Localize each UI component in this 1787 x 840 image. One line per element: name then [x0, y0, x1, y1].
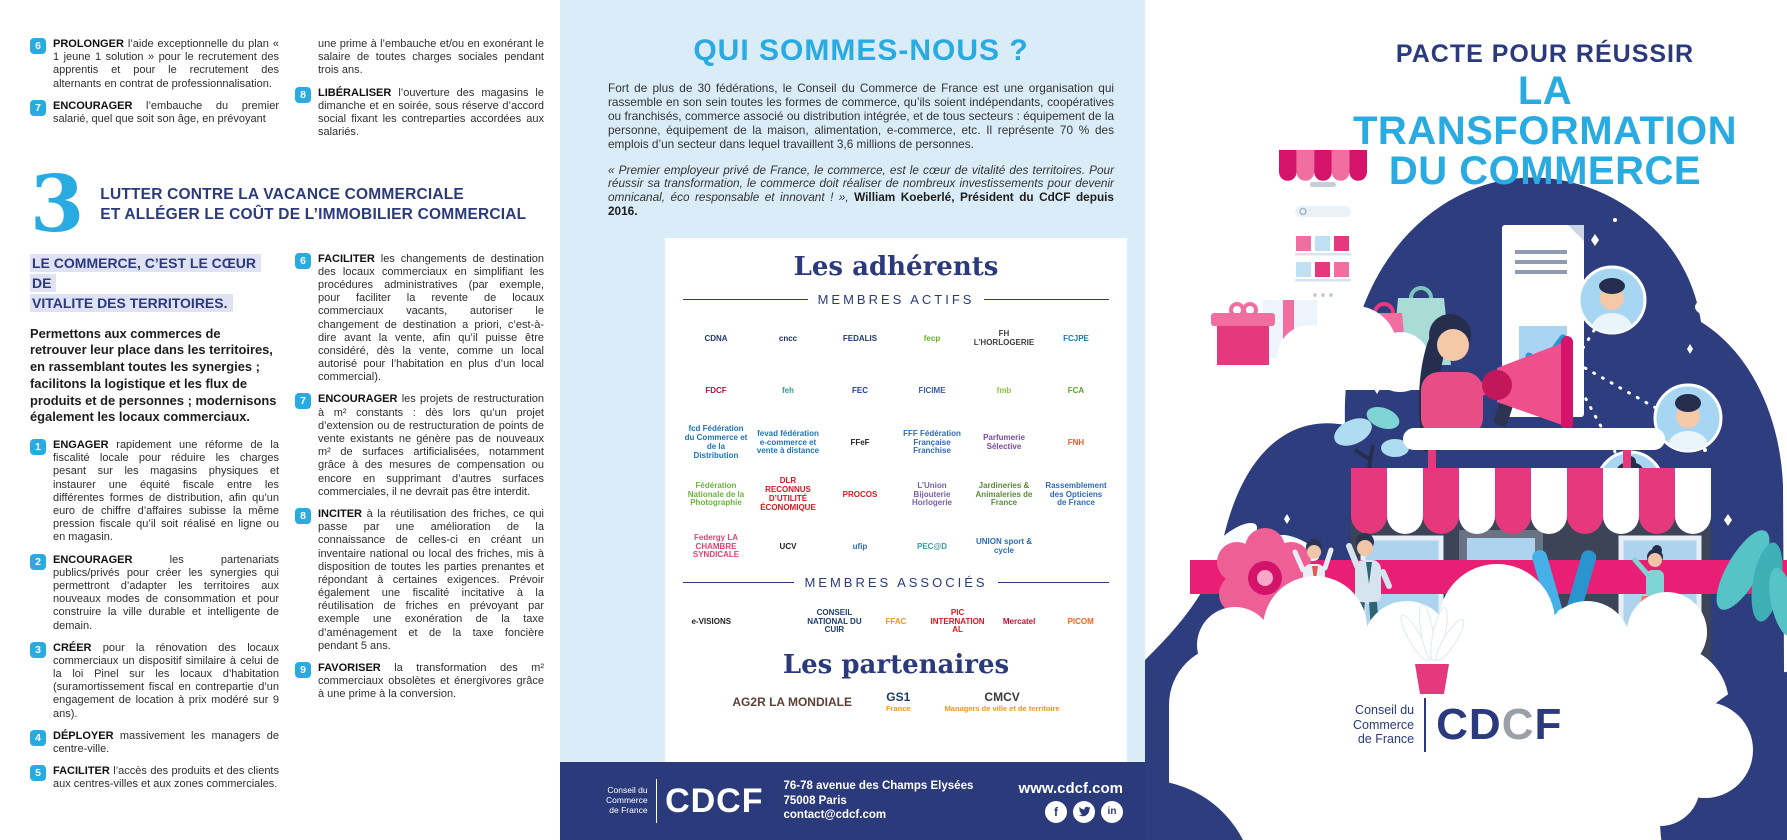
member-logo: PIC INTERNATIONAL: [930, 607, 985, 635]
left-top-col1: [30, 38, 279, 148]
list-item: 8 INCITER à la réutilisation des friches, ce qui passe par une amélioration de la connaissance de celles-ci en créant un inventaire national ou local des friches, mis à disposition de toutes les parties prenantes et répondant à certaines exigences. Prévoir également une fiscalité incitative à la réutilisation de friches en prévoyant par exemple une exonération de la taxe d’aménagement et de la taxe foncière pendant 5 ans.: [295, 508, 544, 653]
member-logo: e-VISIONS: [691, 616, 732, 626]
list-item: 1 ENGAGER rapidement une réforme de la fiscalité locale pour réduire les charges pesant sur les magasins physiques et instaurer une équité fiscale entre les différentes formes de distribution, afin qu’un euro de chiffre d’affaires subisse la même pression fiscale qu’il soit réalisé en ligne ou en magasin.: [30, 439, 279, 545]
member-logo: FFAC: [885, 616, 907, 626]
partner-logo: CMCV Managers de ville et de territoire: [944, 690, 1060, 713]
item-number-badge: 1: [30, 439, 46, 455]
list-item: 5 FACILITER l’accès des produits et des clients aux centres-villes et aux zones commerciales.: [30, 765, 279, 791]
member-logo: fecp: [923, 333, 941, 343]
item-number-badge: 8: [295, 87, 311, 103]
who-are-we-title: QUI SOMMES-NOUS ?: [693, 34, 1029, 67]
cover-title: PACTE POUR RÉUSSIR LA TRANSFORMATION DU COMMERCE: [1325, 40, 1765, 191]
member-logo: FFF Fédération Française Franchise: [903, 428, 961, 456]
member-logo: FICIME: [918, 385, 946, 395]
left-top-col2: [295, 38, 544, 148]
member-logo: Jardineries & Animaleries de France: [975, 480, 1033, 508]
logo-divider: [656, 779, 658, 823]
cdcf-logo-wordmark: Conseil du Commerce de France: [1353, 703, 1415, 747]
member-logo: FCJPE: [1063, 333, 1089, 343]
partners-title: Les partenaires: [782, 650, 1010, 680]
member-logo: L’Union Bijouterie Horlogerie: [911, 480, 952, 508]
section-3-col1: [30, 253, 279, 801]
member-logo: FFeF: [850, 437, 870, 447]
member-logo: FEDALIS: [842, 333, 878, 343]
item-7-continuation: une prime à l’embauche et/ou en exonérant le salaire de toutes charges sociales pendant trois ans.: [318, 38, 544, 77]
cover-kicker: PACTE POUR RÉUSSIR: [1395, 40, 1695, 68]
item-number-badge: 2: [30, 554, 46, 570]
membres-associes-divider: MEMBRES ASSOCIÉS: [683, 575, 1109, 590]
item-number-badge: 8: [295, 508, 311, 524]
member-logo: UNION sport & cycle: [976, 537, 1032, 555]
right-panel: [1145, 0, 1787, 840]
cdcf-logo-cover: [1353, 698, 1562, 752]
member-logo: fmb: [996, 385, 1012, 395]
member-logo: FCA: [1067, 385, 1085, 395]
member-logo: Rassemblement des Opticiens de France: [1045, 480, 1107, 508]
twitter-icon[interactable]: [1073, 801, 1095, 823]
member-logo: FEC: [852, 385, 868, 395]
who-are-we-paragraph: Fort de plus de 30 fédérations, le Conseil du Commerce de France est une organisation qui rassemble en son sein toutes les formes de commerce, qu’ils soient indépendants, coopératives ou franchisés, commerce associé ou distribution intégrée, et de tous secteurs : équipement de la personne, équipement de la maison, alimentation, e-commerce, etc. Il représente 70 % des emplois d’un secteur dans lequel travaillent 3,6 millions de personnes.: [608, 81, 1114, 151]
item-number-badge: 3: [30, 642, 46, 658]
item-number-badge: 6: [30, 38, 46, 54]
member-logo: DLR RECONNUS D’UTILITÉ ÉCONOMIQUE: [760, 476, 816, 512]
cdcf-logo-footer: Conseil du Commerce de France CDCF: [606, 779, 764, 823]
list-item: 9 FAVORISER la transformation des m² commerciaux obsolètes et énergivores grâce à une prime à la conversion.: [295, 662, 544, 702]
list-item: 7 ENCOURAGER l’embauche du premier salarié, quel que soit son âge, en prévoyant: [30, 100, 279, 126]
member-logo: PICOM: [1067, 616, 1094, 626]
list-item: 8 LIBÉRALISER l’ouverture des magasins le dimanche et en soirée, sous réserve d’accord social fixant les contreparties accordées aux salariés.: [295, 87, 544, 140]
item-number-badge: 9: [295, 662, 311, 678]
member-logo: Fédération Nationale de la Photographie: [687, 480, 745, 508]
partner-logo: AG2R LA MONDIALE: [732, 694, 852, 709]
member-logo: Mercatel: [1002, 616, 1036, 626]
member-logo: fevad fédération e-commerce et vente à distance: [756, 428, 820, 456]
section-3-title: LUTTER CONTRE LA VACANCE COMMERCIALE ET ALLÉGER LE COÛT DE L’IMMOBILIER COMMERCIAL: [100, 186, 527, 224]
list-item: 2 ENCOURAGER les partenariats publics/privés pour créer les synergies qui permettront d’adapter les territoires aux nouveaux modes de consommation et pour construire la ville durable et intelligente de demain.: [30, 554, 279, 633]
member-logo: feh: [782, 385, 794, 395]
facebook-icon[interactable]: f: [1045, 801, 1067, 823]
logo-divider: [1424, 698, 1426, 752]
member-logo: FNH: [1067, 437, 1085, 447]
partners-row: [683, 690, 1109, 713]
left-top-columns: [30, 38, 544, 148]
small-cloud: [1695, 284, 1779, 321]
item-number-badge: 7: [295, 393, 311, 409]
contact-footer: [560, 762, 1145, 840]
list-item: 3 CRÉER pour la rénovation des locaux commerciaux un dispositif similaire à celui de la loi Pinel sur les locaux d’habitation (suramortissement fiscal en contrepartie d’un engagement de location à prix modéré sur 9 ans).: [30, 642, 279, 721]
member-logo: CONSEIL NATIONAL DU CUIR: [807, 607, 862, 635]
member-logo: UCV: [779, 541, 797, 551]
website-link[interactable]: www.cdcf.com: [1018, 779, 1123, 797]
section-3-col2: [295, 253, 544, 801]
member-logo: FH L’HORLOGERIE: [973, 329, 1035, 347]
item-number-badge: 6: [295, 253, 311, 269]
adherents-title: Les adhérents: [793, 252, 999, 282]
list-item: 6 PROLONGER l’aide exceptionnelle du plan « 1 jeune 1 solution » pour le recrutement des apprentis et pour le recrutement des alternants en contrat de professionnalisation.: [30, 38, 279, 91]
actifs-logo-grid: [683, 317, 1109, 569]
member-logo: fcd Fédération du Commerce et de la Distribution: [684, 424, 748, 460]
item-number-badge: 4: [30, 730, 46, 746]
item-number-badge: 7: [30, 100, 46, 116]
member-logo: PROCOS: [842, 489, 878, 499]
linkedin-icon[interactable]: in: [1101, 801, 1123, 823]
address-block: 76-78 avenue des Champs Elysées 75008 Paris contact@cdcf.com: [783, 779, 974, 822]
president-quote: « Premier employeur privé de France, le commerce, est le cœur de vitalité des territoires. Pour réussir sa transformation, le commerce doit réaliser de nombreux investissements pour devenir omnicanal, éco responsable et innovant ! », William Koeberlé, Président du CdCF depuis 2016.: [608, 162, 1114, 219]
associes-logo-grid: [683, 600, 1109, 644]
member-logo: FDCF: [705, 385, 727, 395]
member-logo: Parfumerie Sélective: [983, 433, 1025, 451]
section-3-intro: Permettons aux commerces de retrouver leur place dans les territoires, en rassemblant toutes les synergies ; facilitons la logistique et les flux de produits et de personnes ; modernisons également les locaux commerciaux.: [30, 325, 277, 425]
highlight-statement: LE COMMERCE, C’EST LE CŒUR DE VITALITE DES TERRITOIRES.: [30, 253, 279, 314]
member-logo: [745, 600, 802, 644]
cdcf-logo-wordmark: Conseil du Commerce de France: [606, 785, 648, 815]
partner-logo: GS1 France: [885, 690, 911, 713]
members-card: [665, 238, 1127, 762]
member-logo: PEC@D: [916, 541, 948, 551]
item-number-badge: 5: [30, 765, 46, 781]
member-logo: cncc: [778, 333, 798, 343]
member-logo: Federgy LA CHAMBRE SYNDICALE: [692, 532, 740, 560]
middle-panel: [560, 0, 1145, 840]
social-icons: [1019, 801, 1123, 823]
list-item: 6 FACILITER les changements de destination des locaux commerciaux en simplifiant les procédures administratives (par exemple, pour faciliter la revente de locaux commerciaux vacants, autoriser le changement de destination a priori, c’est-à-dire avant la vente, afin qu’il puisse être considéré, dès la vente, comme un local autorisé pour l’habitation en plus d’un local commercial).: [295, 253, 544, 385]
list-item: 4 DÉPLOYER massivement les managers de centre-ville.: [30, 730, 279, 756]
member-logo: ufip: [852, 541, 868, 551]
cdcf-brand-letters: CDCF: [1436, 700, 1563, 749]
contact-email[interactable]: contact@cdcf.com: [783, 809, 887, 822]
membres-actifs-divider: MEMBRES ACTIFS: [683, 292, 1109, 307]
section-3-number: 3: [30, 159, 85, 251]
left-panel: [0, 0, 560, 840]
section-3-header: [30, 159, 544, 251]
list-item: 7 ENCOURAGER les projets de restructuration à m² constants : dès lors qu’un projet d’extension ou de restructuration de points de vente existants ne génère pas de nouveaux m² de surfaces artificialisées, notamment grâce à des mesures de compensation ou encore en supprimant d’autres surfaces commerciales, il ne devrait pas être interdit.: [295, 393, 544, 499]
member-logo: CDNA: [704, 333, 728, 343]
